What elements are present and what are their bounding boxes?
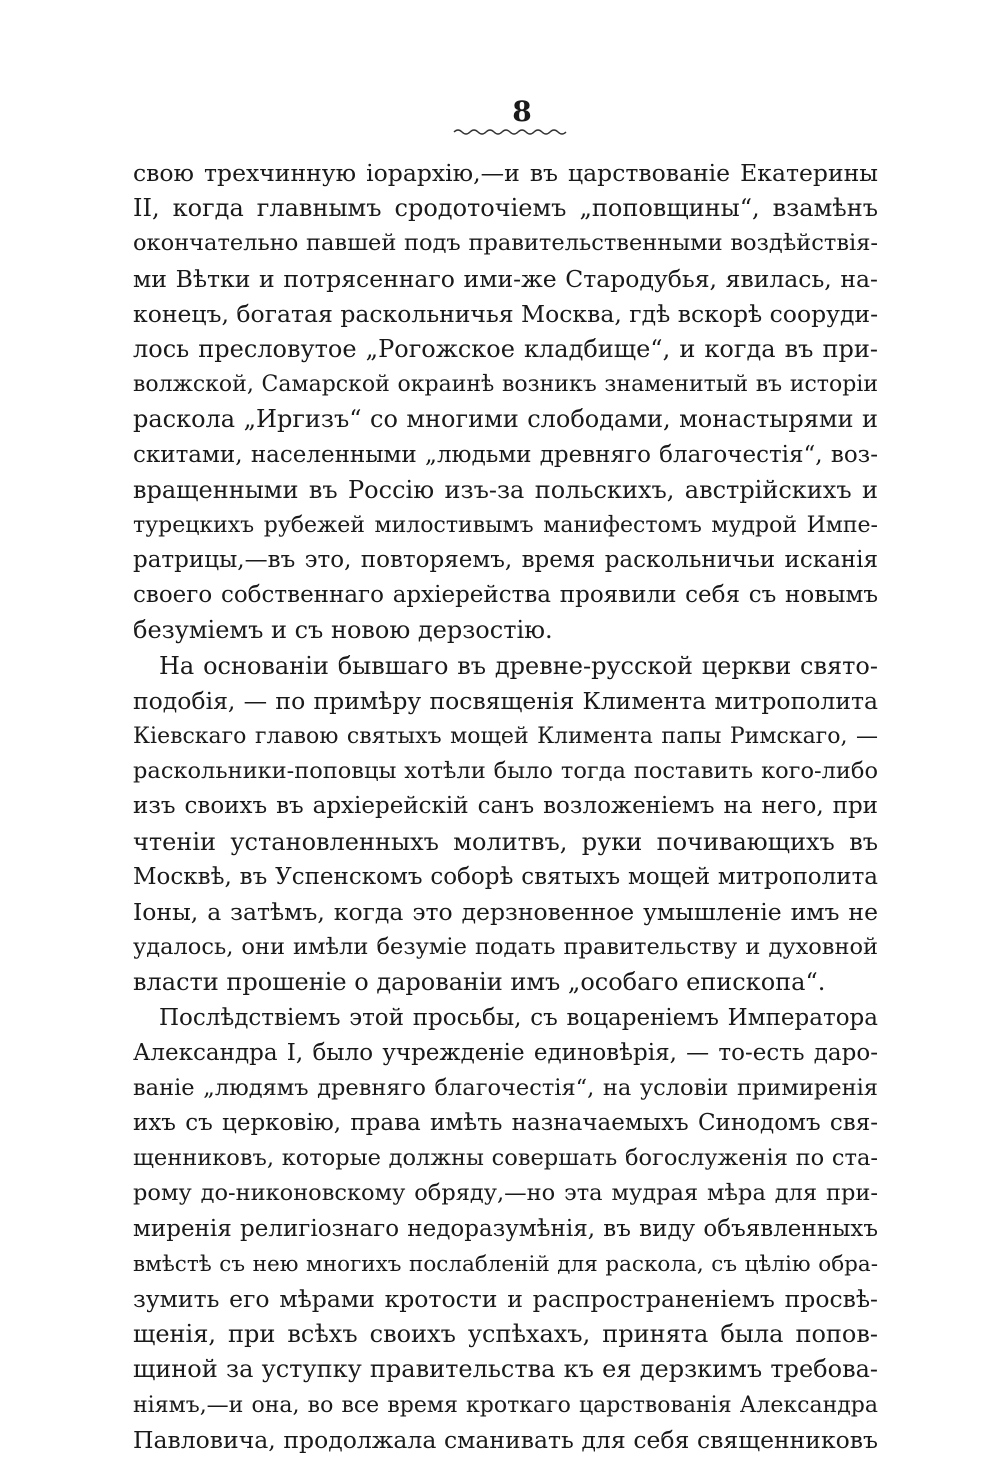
text-line: зумить его мѣрами кротости и распространеніемъ просвѣ- xyxy=(133,1285,878,1313)
text-line: изъ своихъ въ архіерейскій санъ возложеніемъ на него, при xyxy=(133,793,878,820)
paragraph-2 xyxy=(133,649,878,1001)
text-line: щенія, при всѣхъ своихъ успѣхахъ, принята была попов- xyxy=(133,1320,878,1349)
text-line: волжской, Самарской окраинѣ возникъ знаменитый въ исторіи xyxy=(133,372,878,398)
text-line: ихъ съ церковію, права имѣть назначаемыхъ Синодомъ свя- xyxy=(133,1110,878,1137)
text-line: ваніе „людямъ древняго благочестія“, на условіи примиренія xyxy=(133,1074,878,1101)
text-line: Павловича, продолжала сманивать для себя священниковъ xyxy=(133,1425,878,1454)
text-line: Москвѣ, въ Успенскомъ соборѣ святыхъ мощей митрополита xyxy=(133,863,878,890)
text-line: чтеніи установленныхъ молитвъ, руки почивающихъ въ xyxy=(133,827,878,856)
page-number-ornament xyxy=(452,124,572,136)
text-line: свою трехчинную іорархію,—и въ царствованіе Екатерины xyxy=(133,159,878,187)
text-line: вмѣстѣ съ нею многихъ послабленій для раскола, съ цѣлію обра- xyxy=(133,1251,878,1277)
text-line: безуміемъ и съ новою дерзостію. xyxy=(133,616,553,645)
text-line: щиной за уступку правительства къ ея дерзкимъ требова- xyxy=(133,1355,878,1384)
text-line: рому до-никоновскому обряду,—но эта мудрая мѣра для при- xyxy=(133,1180,878,1207)
text-line: власти прошеніе о дарованіи имъ „особаго епископа“. xyxy=(133,968,826,997)
text-line: раскольники-поповцы хотѣли было тогда поставить кого-либо xyxy=(133,758,878,785)
text-line: своего собственнаго архіерейства проявили себя съ новымъ xyxy=(133,582,878,609)
text-line: ніямъ,—и она, во все время кроткаго царствованія Александра xyxy=(133,1392,878,1418)
text-line: ратрицы,—въ это, повторяемъ, время раскольничьи исканія xyxy=(133,547,878,574)
text-line: удалось, они имѣли безуміе подать правительству и духовной xyxy=(133,934,878,961)
text-line: Александра I, было учрежденіе единовѣрія, — то-есть даро- xyxy=(133,1039,878,1066)
text-line: скитами, населенными „людьми древняго благочестія“, воз- xyxy=(133,441,878,468)
text-line: турецкихъ рубежей милостивымъ манифестомъ мудрой Импе- xyxy=(133,512,878,538)
text-line: лось пресловутое „Рогожское кладбище“, и когда въ при- xyxy=(133,334,878,363)
text-line: окончательно павшей подъ правительственными воздѣйствія- xyxy=(133,230,878,257)
text-line: щенниковъ, которые должны совершать богослуженія по ста- xyxy=(133,1145,878,1172)
text-line: II, когда главнымъ сродоточіемъ „поповщины“, взамѣнъ xyxy=(133,194,878,223)
text-line: Послѣдствіемъ этой просьбы, съ воцареніемъ Императора xyxy=(159,1004,878,1031)
text-line: вращенными въ Россію изъ-за польскихъ, австрійскихъ и xyxy=(133,475,878,504)
text-line: подобія, — по примѣру посвященія Климента митрополита xyxy=(133,686,878,715)
page-number: 8 xyxy=(512,95,532,128)
text-line: ми Вѣтки и потрясеннаго ими-же Стародубья, явилась, на- xyxy=(133,264,878,293)
text-line: миренія религіознаго недоразумѣнія, въ виду объявленныхъ xyxy=(133,1215,878,1242)
paragraph-1 xyxy=(133,156,878,649)
text-line: раскола „Иргизъ“ со многими слободами, монастырями и xyxy=(133,405,878,434)
body-text xyxy=(133,156,878,1458)
paragraph-3 xyxy=(133,1001,878,1458)
text-line: Кіевскаго главою святыхъ мощей Климента папы Римскаго, — xyxy=(133,724,878,749)
text-line: Іоны, а затѣмъ, когда это дерзновенное умышленіе имъ не xyxy=(133,897,878,926)
text-line: конецъ, богатая раскольничья Москва, гдѣ вскорѣ сооруди- xyxy=(133,299,878,328)
text-line: На основаніи бывшаго въ древне-русской церкви свято- xyxy=(159,651,878,680)
